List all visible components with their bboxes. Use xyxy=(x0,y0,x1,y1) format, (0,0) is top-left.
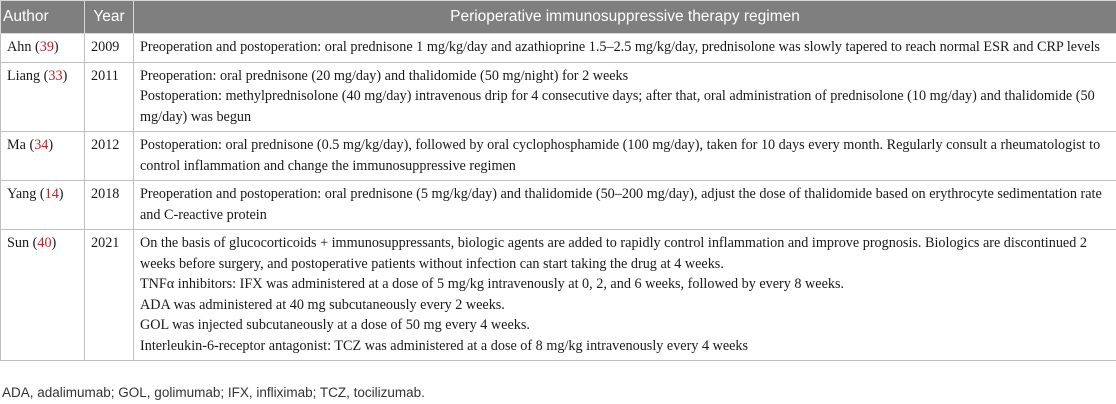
year-cell: 2009 xyxy=(85,34,134,63)
table-row xyxy=(1,34,1116,63)
author-cell: Ahn (39) xyxy=(1,34,85,63)
author-cell: Ma (34) xyxy=(1,132,85,181)
table-row xyxy=(1,62,1116,132)
regimen-text: Preoperation: oral prednisone (20 mg/day) and thalidomide (50 mg/night) for 2 weeks xyxy=(140,67,629,84)
reference-link[interactable]: 39 xyxy=(39,39,54,55)
regimen-cell xyxy=(134,62,1116,132)
year-cell: 2018 xyxy=(85,181,134,230)
regimen-text: Postoperation: methylprednisolone (40 mg/day) intravenous drip for 4 consecutive days; after that, oral administration of prednisolone (10 mg/day) and thalidomide (50 mg/day) was begun xyxy=(140,88,1095,125)
regimen-text: Interleukin-6-receptor antagonist: TCZ was administered at a dose of 8 mg/kg intravenously every 4 weeks xyxy=(140,337,749,354)
regimen-text: GOL was injected subcutaneously at a dose of 50 mg every 4 weeks. xyxy=(140,317,530,333)
author-cell: Yang (14) xyxy=(1,181,85,230)
author-cell: Sun (40) xyxy=(1,230,85,361)
year-cell: 2021 xyxy=(85,230,134,361)
header-year: Year xyxy=(85,1,134,34)
table-header-row xyxy=(1,1,1116,34)
author-name: Sun xyxy=(7,235,30,251)
regimen-text: Preoperation and postoperation: oral prednisone 1 mg/kg/day and azathioprine 1.5–2.5 mg/kg/day, prednisolone was slowly tapered to reach normal ESR and CRP levels xyxy=(140,39,1100,55)
author-name: Ahn xyxy=(7,39,32,55)
regimen-cell xyxy=(134,181,1116,230)
regimen-text: Preoperation and postoperation: oral prednisone (5 mg/kg/day) and thalidomide (50–200 mg/day), adjust the dose of thalidomide based on erythrocyte sedimentation rate and C-reactive protein xyxy=(140,186,1102,223)
reference-link[interactable]: 33 xyxy=(48,67,63,84)
year-cell: 2012 xyxy=(85,132,134,181)
table-row xyxy=(1,181,1116,230)
reference-link[interactable]: 34 xyxy=(34,137,49,153)
regimen-text: TNFα inhibitors: IFX was administered at a dose of 5 mg/kg intravenously at 0, 2, and 6 weeks, followed by every 8 weeks. xyxy=(140,276,845,292)
regimen-cell xyxy=(134,132,1116,181)
header-regimen: Perioperative immunosuppressive therapy regimen xyxy=(134,1,1116,34)
regimen-cell xyxy=(134,230,1116,361)
regimen-text: Postoperation: oral prednisone (0.5 mg/kg/day), followed by oral cyclophosphamide (100 mg/day), taken for 10 days every month. Regularly consult a rheumatologist to control inflammation and change the immunosuppressive regimen xyxy=(140,137,1101,174)
regimen-text: On the basis of glucocorticoids + immunosuppressants, biologic agents are added to rapidly control inflammation and improve prognosis. Biologics are discontinued 2 weeks before surgery, and postoperative patients without infection can start taking the drug at 4 weeks. xyxy=(140,235,1087,272)
header-author: Author xyxy=(1,1,85,34)
reference-link[interactable]: 40 xyxy=(37,235,52,251)
author-name: Ma xyxy=(7,137,26,153)
author-name: Liang xyxy=(7,67,41,84)
regimen-text: ADA was administered at 40 mg subcutaneously every 2 weeks. xyxy=(140,296,505,313)
reference-link[interactable]: 14 xyxy=(44,186,59,202)
table-row xyxy=(1,230,1116,361)
regimen-cell xyxy=(134,34,1116,63)
table-row xyxy=(1,132,1116,181)
year-cell: 2011 xyxy=(85,62,134,132)
author-cell: Liang (33) xyxy=(1,62,85,132)
author-name: Yang xyxy=(7,186,37,202)
table-footnote: ADA, adalimumab; GOL, golimumab; IFX, infliximab; TCZ, tocilizumab. xyxy=(2,385,425,400)
